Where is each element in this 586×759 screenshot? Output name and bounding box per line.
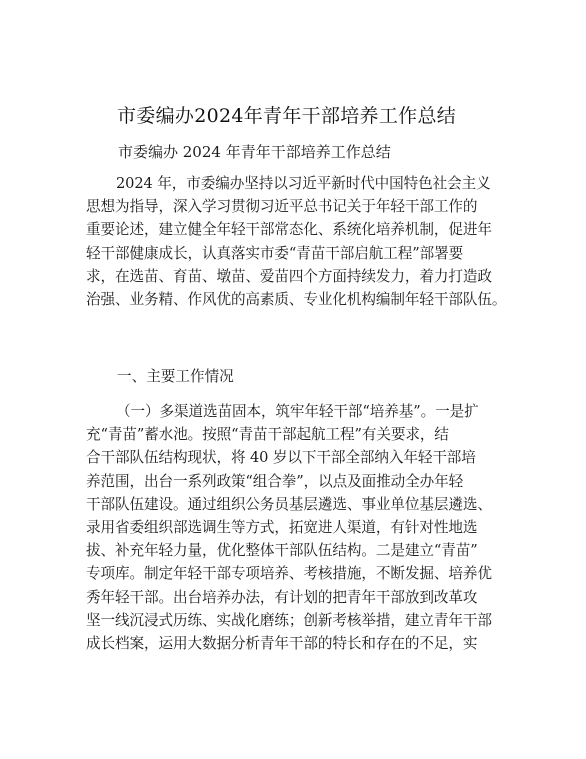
section1-line: 专项库。制定年轻干部专项培养、考核措施，不断发掘、培养优	[86, 565, 492, 583]
intro-line: 轻干部健康成长，认真落实市委“青苗干部启航工程”部署要	[86, 244, 464, 262]
document-subtitle: 市委编办 2024 年青年干部培养工作总结	[118, 143, 391, 161]
section1-line: （一）多渠道选苗固本，筑牢年轻干部“培养基”。一是扩	[116, 403, 479, 420]
section1-line: 坚一线沉浸式历练、实战化磨练；创新考核举措，建立青年干部	[86, 611, 492, 629]
section1-line: 干部队伍建设。通过组织公务员基层遴选、事业单位基层遴选、	[86, 495, 492, 513]
section1-line: 充“青苗”蓄水池。按照“青苗干部起航工程”有关要求，结	[86, 426, 449, 444]
section1-line: 成长档案，运用大数据分析青年干部的特长和存在的不足，实	[86, 635, 478, 653]
section1-line: 拔、补充年轻力量，优化整体干部队伍结构。二是建立“青苗”	[86, 542, 478, 560]
section-heading: 一、主要工作情况	[117, 368, 234, 385]
section1-line: 秀年轻干部。出台培养办法，有计划的把青年干部放到改革攻	[86, 588, 478, 606]
section1-line: 合干部队伍结构现状，将 40 岁以下干部全部纳入年轻干部培	[86, 449, 476, 467]
document-title: 市委编办2024年青年干部培养工作总结	[117, 105, 457, 127]
intro-line: 治强、业务精、作风优的高素质、专业化机构编制年轻干部队伍。	[86, 291, 507, 309]
section1-line: 录用省委组织部选调生等方式，拓宽进人渠道，有针对性地选	[86, 519, 478, 537]
intro-line: 求，在选苗、育苗、墩苗、爱苗四个方面持续发力，着力打造政	[86, 267, 492, 285]
section1-paragraph	[86, 400, 516, 655]
intro-paragraph	[86, 172, 516, 311]
intro-line: 思想为指导，深入学习贯彻习近平总书记关于年轻干部工作的	[86, 198, 478, 216]
intro-line: 重要论述，建立健全年轻干部常态化、系统化培养机制，促进年	[86, 221, 492, 239]
intro-line: 2024 年，市委编办坚持以习近平新时代中国特色社会主义	[116, 175, 491, 192]
section1-line: 养范围，出台一系列政策“组合拳”，以点及面推动全办年轻	[86, 472, 464, 490]
